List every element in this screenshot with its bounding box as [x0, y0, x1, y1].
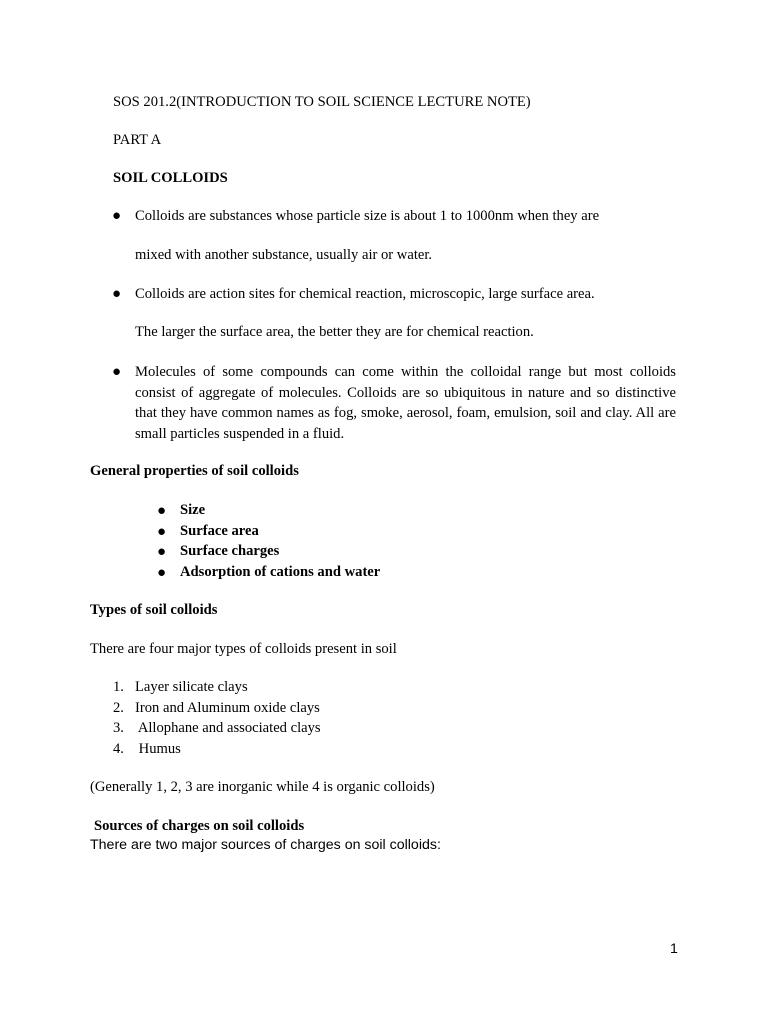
list-number: 3. — [113, 720, 124, 736]
section-heading-soil-colloids: SOIL COLLOIDS — [113, 170, 228, 186]
part-label: PART A — [113, 132, 162, 148]
types-heading: Types of soil colloids — [90, 602, 218, 618]
bullet-1-line-2: mixed with another substance, usually air or water. — [135, 247, 433, 263]
sources-heading: Sources of charges on soil colloids — [94, 818, 305, 834]
bullet-2-line-2: The larger the surface area, the better they are for chemical reaction. — [135, 324, 534, 340]
bullet-dot: ● — [157, 524, 167, 540]
list-item-iron-aluminum: Iron and Aluminum oxide clays — [135, 700, 320, 716]
property-item-size: Size — [180, 502, 206, 518]
property-item-adsorption: Adsorption of cations and water — [180, 564, 381, 580]
types-intro: There are four major types of colloids present in soil — [90, 641, 397, 657]
sources-intro: There are two major sources of charges on soil colloids: — [90, 837, 441, 853]
types-note: (Generally 1, 2, 3 are inorganic while 4 is organic colloids) — [90, 779, 435, 795]
bullet-dot: ● — [157, 565, 167, 581]
bullet-2-line-1: Colloids are action sites for chemical reaction, microscopic, large surface area. — [135, 286, 595, 302]
property-item-surface-area: Surface area — [180, 523, 259, 539]
list-number: 2. — [113, 700, 124, 716]
bullet-3-paragraph: Molecules of some compounds can come within the colloidal range but most colloids consist of aggregate of molecules. Colloids are so ubiquitous in nature and so distinctive that they have common names as fog, smoke, aerosol, foam, emulsion, soil and clay. All are small particles suspended in a fluid. — [135, 364, 676, 442]
bullet-1-line-1: Colloids are substances whose particle size is about 1 to 1000nm when they are — [135, 208, 600, 224]
bullet-dot: ● — [112, 208, 122, 224]
list-item-layer-silicate: Layer silicate clays — [135, 679, 248, 695]
bullet-dot: ● — [112, 364, 122, 380]
page-number: 1 — [670, 941, 678, 957]
list-number: 4. — [113, 741, 124, 757]
bullet-dot: ● — [112, 286, 122, 302]
bullet-dot: ● — [157, 544, 167, 560]
bullet-dot: ● — [157, 503, 167, 519]
property-item-surface-charges: Surface charges — [180, 543, 280, 559]
list-number: 1. — [113, 679, 124, 695]
course-title: SOS 201.2(INTRODUCTION TO SOIL SCIENCE LECTURE NOTE) — [113, 94, 531, 110]
list-item-allophane: Allophane and associated clays — [135, 720, 321, 736]
list-item-humus: Humus — [135, 741, 181, 757]
properties-heading: General properties of soil colloids — [90, 463, 299, 479]
